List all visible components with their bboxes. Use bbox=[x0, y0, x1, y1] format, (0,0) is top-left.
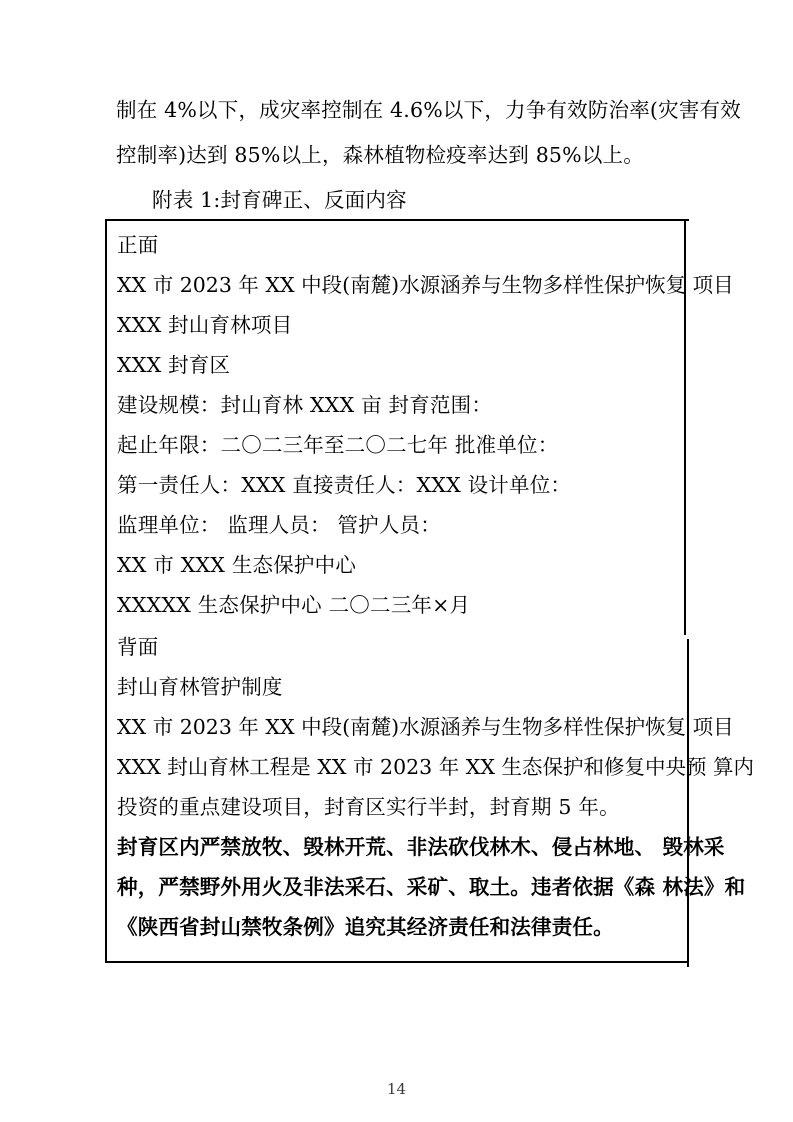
body-paragraph-line: 控制率)达到 85%以上，森林植物检疫率达到 85%以上。 bbox=[116, 143, 644, 167]
table-row: 封育区内严禁放牧、毁林开荒、非法砍伐林木、侵占林地、 毁林采 bbox=[117, 835, 725, 859]
table-row: XXX 封山育林工程是 XX 市 2023 年 XX 生态保护和修复中央预 算内 bbox=[117, 755, 754, 779]
table-row: 第一责任人：XXX 直接责任人：XXX 设计单位： bbox=[117, 473, 572, 497]
table-row: XX 市 2023 年 XX 中段(南麓)水源涵养与生物多样性保护恢复 项目 bbox=[117, 273, 734, 297]
front-side-heading: 正面 bbox=[117, 233, 159, 257]
table-row: XXX 封育区 bbox=[117, 353, 231, 377]
back-side-title: 封山育林管护制度 bbox=[117, 675, 283, 699]
appendix-caption: 附表 1:封育碑正、反面内容 bbox=[152, 188, 407, 212]
table-row: 建设规模：封山育林 XXX 亩 封育范围： bbox=[117, 393, 493, 417]
table-row: 监理单位： 监理人员： 管护人员： bbox=[117, 513, 441, 537]
table-row: XXXXX 生态保护中心 二〇二三年×月 bbox=[117, 593, 471, 617]
table-row: 《陕西省封山禁牧条例》追究其经济责任和法律责任。 bbox=[117, 915, 614, 939]
back-side-heading: 背面 bbox=[117, 635, 159, 659]
body-paragraph-line: 制在 4%以下，成灾率控制在 4.6%以下，力争有效防治率(灾害有效 bbox=[116, 98, 741, 122]
table-row: 起止年限：二〇二三年至二〇二七年 批准单位： bbox=[117, 433, 559, 457]
table-row: XX 市 XXX 生态保护中心 bbox=[117, 553, 357, 577]
body-text-block bbox=[116, 88, 741, 223]
page-number: 14 bbox=[386, 1080, 407, 1098]
table-row: XXX 封山育林项目 bbox=[117, 313, 293, 337]
stele-rows bbox=[117, 225, 754, 947]
table-row: 种，严禁野外用火及非法采石、采矿、取土。违者依据《森 林法》和 bbox=[117, 875, 746, 899]
table-row: XX 市 2023 年 XX 中段(南麓)水源涵养与生物多样性保护恢复 项目 bbox=[117, 715, 734, 739]
table-border-bottom-cap bbox=[683, 961, 689, 963]
stele-content-table bbox=[105, 219, 754, 963]
table-row: 投资的重点建设项目，封育区实行半封，封育期 5 年。 bbox=[117, 795, 620, 819]
table-border-right-lower bbox=[687, 639, 689, 967]
